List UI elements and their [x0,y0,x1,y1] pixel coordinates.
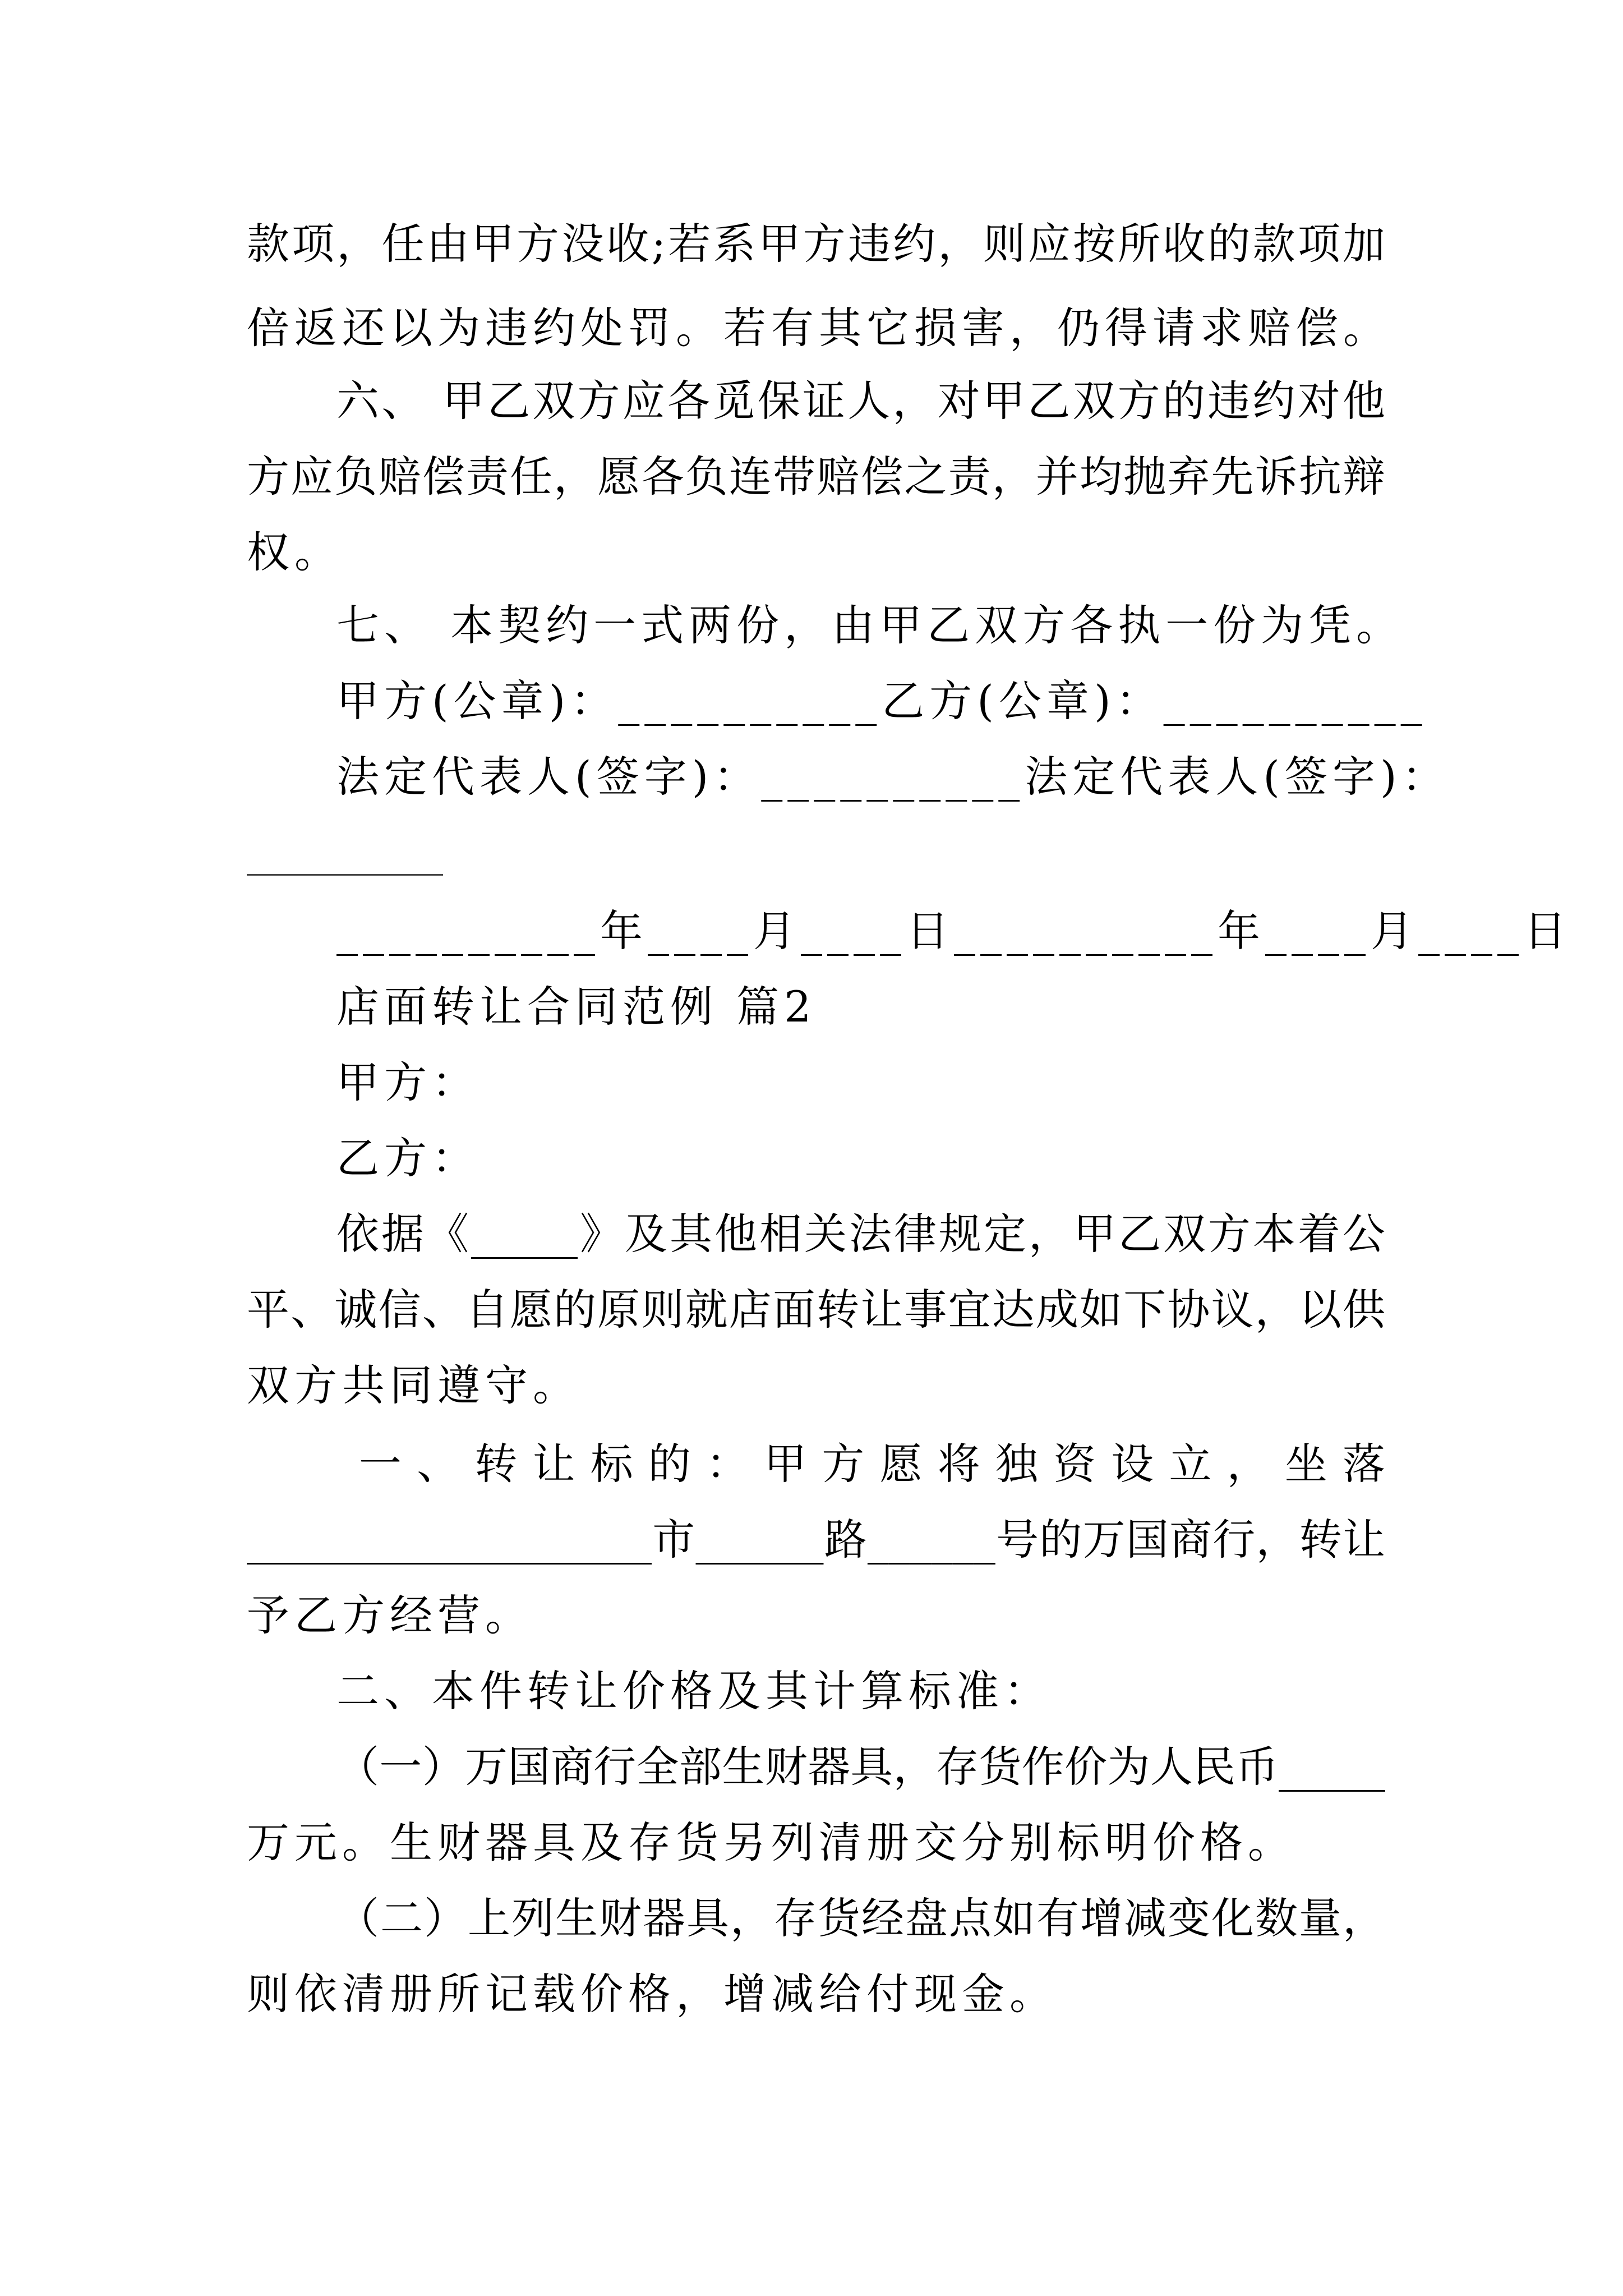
text-line: 乙方： [336,1133,479,1183]
text-line: 方应负赔偿责任，愿各负连带赔偿之责，并均抛弃先诉抗辩 [247,452,1385,501]
signature-line: 甲方(公章)：__________乙方(公章)：__________ [336,676,1427,726]
signature-blank [247,874,443,876]
date-line: __________年____月____日__________年____月____日 [336,906,1571,956]
text-line: 甲方： [336,1057,479,1107]
text-line: 七、 本契约一式两份，由甲乙双方各执一份为凭。 [336,600,1404,650]
text-line: 平、诚信、自愿的原则就店面转让事宜达成如下协议，以供 [247,1285,1385,1335]
text-line: 双方共同遵守。 [247,1360,580,1410]
text-line: （二）上列生财器具，存货经盘点如有增减变化数量， [336,1893,1385,1943]
text-line: （一）万国商行全部生财器具，存货作价为人民币_____ [336,1742,1385,1792]
text-line: 款项，任由甲方没收;若系甲方违约，则应按所收的款项加 [247,219,1385,269]
text-line: 倍返还以为违约处罚。若有其它损害，仍得请求赔偿。 [247,303,1391,353]
text-line: 则依清册所记载价格，增减给付现金。 [247,1969,1057,2019]
section-title: 店面转让合同范例 篇2 [336,982,817,1032]
signature-line: 法定代表人(签字)：__________法定代表人(签字)： [336,752,1450,802]
text-line: 依据《_____》及其他相关法律规定，甲乙双方本着公 [336,1209,1385,1259]
text-line: 权。 [247,527,342,577]
text-line: 予乙方经营。 [247,1590,533,1640]
text-line: ___________________市______路______号的万国商行，转让 [247,1515,1385,1565]
text-line: 二、本件转让价格及其计算标准： [336,1666,1052,1716]
text-line: 六、 甲乙双方应各觅保证人，对甲乙双方的违约对他 [336,376,1385,426]
text-line: 一 、 转 让 标 的 ： 甲 方 愿 将 独 资 设 立 ， 坐 落 [359,1439,1385,1489]
text-line: 万元。生财器具及存货另列清册交分别标明价格。 [247,1818,1295,1867]
